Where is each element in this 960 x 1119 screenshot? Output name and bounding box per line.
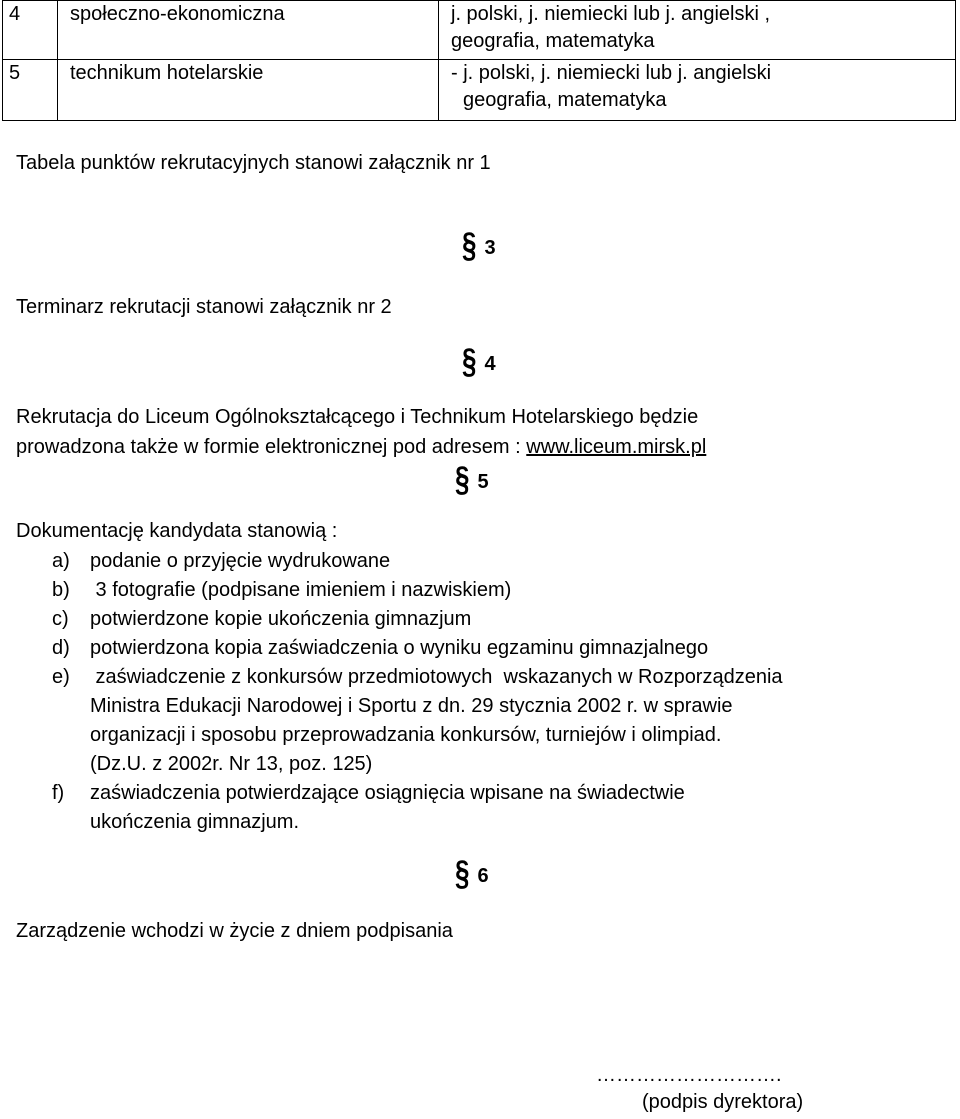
- paragraph-sign: §: [455, 852, 470, 894]
- section-number: 4: [484, 353, 496, 375]
- list-marker: c): [52, 608, 69, 630]
- list-item-text: ukończenia gimnazjum.: [90, 811, 299, 833]
- documents-heading: Dokumentację kandydata stanowią :: [16, 520, 338, 542]
- signature-dots: ……………………….: [596, 1064, 782, 1086]
- subjects-line: geografia, matematyka: [451, 30, 655, 52]
- subjects-line: - j. polski, j. niemiecki lub j. angielski: [451, 62, 772, 84]
- list-marker: a): [52, 550, 70, 572]
- attachment-1-note: Tabela punktów rekrutacyjnych stanowi załącznik nr 1: [16, 152, 491, 174]
- electronic-recruitment-text: prowadzona także w formie elektronicznej pod adresem :: [16, 436, 527, 458]
- electronic-recruitment-line-2: [16, 436, 706, 459]
- section-6-heading: [455, 852, 489, 894]
- profile-subjects: [439, 1, 956, 60]
- list-item: [16, 605, 956, 634]
- section-number: 5: [477, 471, 489, 493]
- list-item-text: podanie o przyjęcie wydrukowane: [90, 550, 391, 572]
- paragraph-sign: §: [462, 224, 477, 266]
- section-5-heading: [455, 458, 489, 500]
- paragraph-sign: §: [455, 458, 470, 500]
- list-item-text: organizacji i sposobu przeprowadzania konkursów, turniejów i olimpiad.: [90, 724, 722, 746]
- section-number: 6: [477, 865, 489, 887]
- profile-table: [2, 0, 956, 121]
- profile-name: społeczno-ekonomiczna: [58, 1, 439, 60]
- section-4-heading: [462, 340, 496, 382]
- list-item: [16, 663, 956, 779]
- effective-date-note: Zarządzenie wchodzi w życie z dniem podpisania: [16, 920, 453, 942]
- list-marker: f): [52, 782, 65, 804]
- row-number: 5: [3, 60, 58, 121]
- table-row: [3, 1, 956, 60]
- list-marker: b): [52, 579, 70, 601]
- section-3-heading: [462, 224, 496, 266]
- list-item: [16, 547, 956, 576]
- documents-list: [16, 547, 956, 837]
- section-number: 3: [484, 237, 496, 259]
- list-item: [16, 779, 956, 837]
- subjects-line: geografia, matematyka: [463, 89, 667, 111]
- list-item-text: zaświadczenie z konkursów przedmiotowych wskazanych w Rozporządzenia: [90, 666, 783, 688]
- school-website-link[interactable]: www.liceum.mirsk.pl: [526, 436, 707, 458]
- paragraph-sign: §: [462, 340, 477, 382]
- list-item-text: (Dz.U. z 2002r. Nr 13, poz. 125): [90, 753, 373, 775]
- list-item-text: potwierdzona kopia zaświadczenia o wyniku egzaminu gimnazjalnego: [90, 637, 709, 659]
- subjects-line: j. polski, j. niemiecki lub j. angielski ,: [451, 3, 771, 25]
- signature-label: (podpis dyrektora): [642, 1091, 804, 1113]
- list-item-text: zaświadczenia potwierdzające osiągnięcia wpisane na świadectwie: [90, 782, 685, 804]
- list-item-text: Ministra Edukacji Narodowej i Sportu z dn. 29 stycznia 2002 r. w sprawie: [90, 695, 733, 717]
- list-marker: e): [52, 666, 70, 688]
- list-marker: d): [52, 637, 70, 659]
- profile-subjects: [439, 60, 956, 121]
- electronic-recruitment-line-1: Rekrutacja do Liceum Ogólnokształcącego i Technikum Hotelarskiego będzie: [16, 406, 699, 428]
- list-item: [16, 634, 956, 663]
- list-item-text: potwierdzone kopie ukończenia gimnazjum: [90, 608, 472, 630]
- list-item-text: 3 fotografie (podpisane imieniem i nazwiskiem): [90, 579, 512, 601]
- row-number: 4: [3, 1, 58, 60]
- attachment-2-note: Terminarz rekrutacji stanowi załącznik nr 2: [16, 296, 392, 318]
- list-item: [16, 576, 956, 605]
- table-row: [3, 60, 956, 121]
- profile-name: technikum hotelarskie: [58, 60, 439, 121]
